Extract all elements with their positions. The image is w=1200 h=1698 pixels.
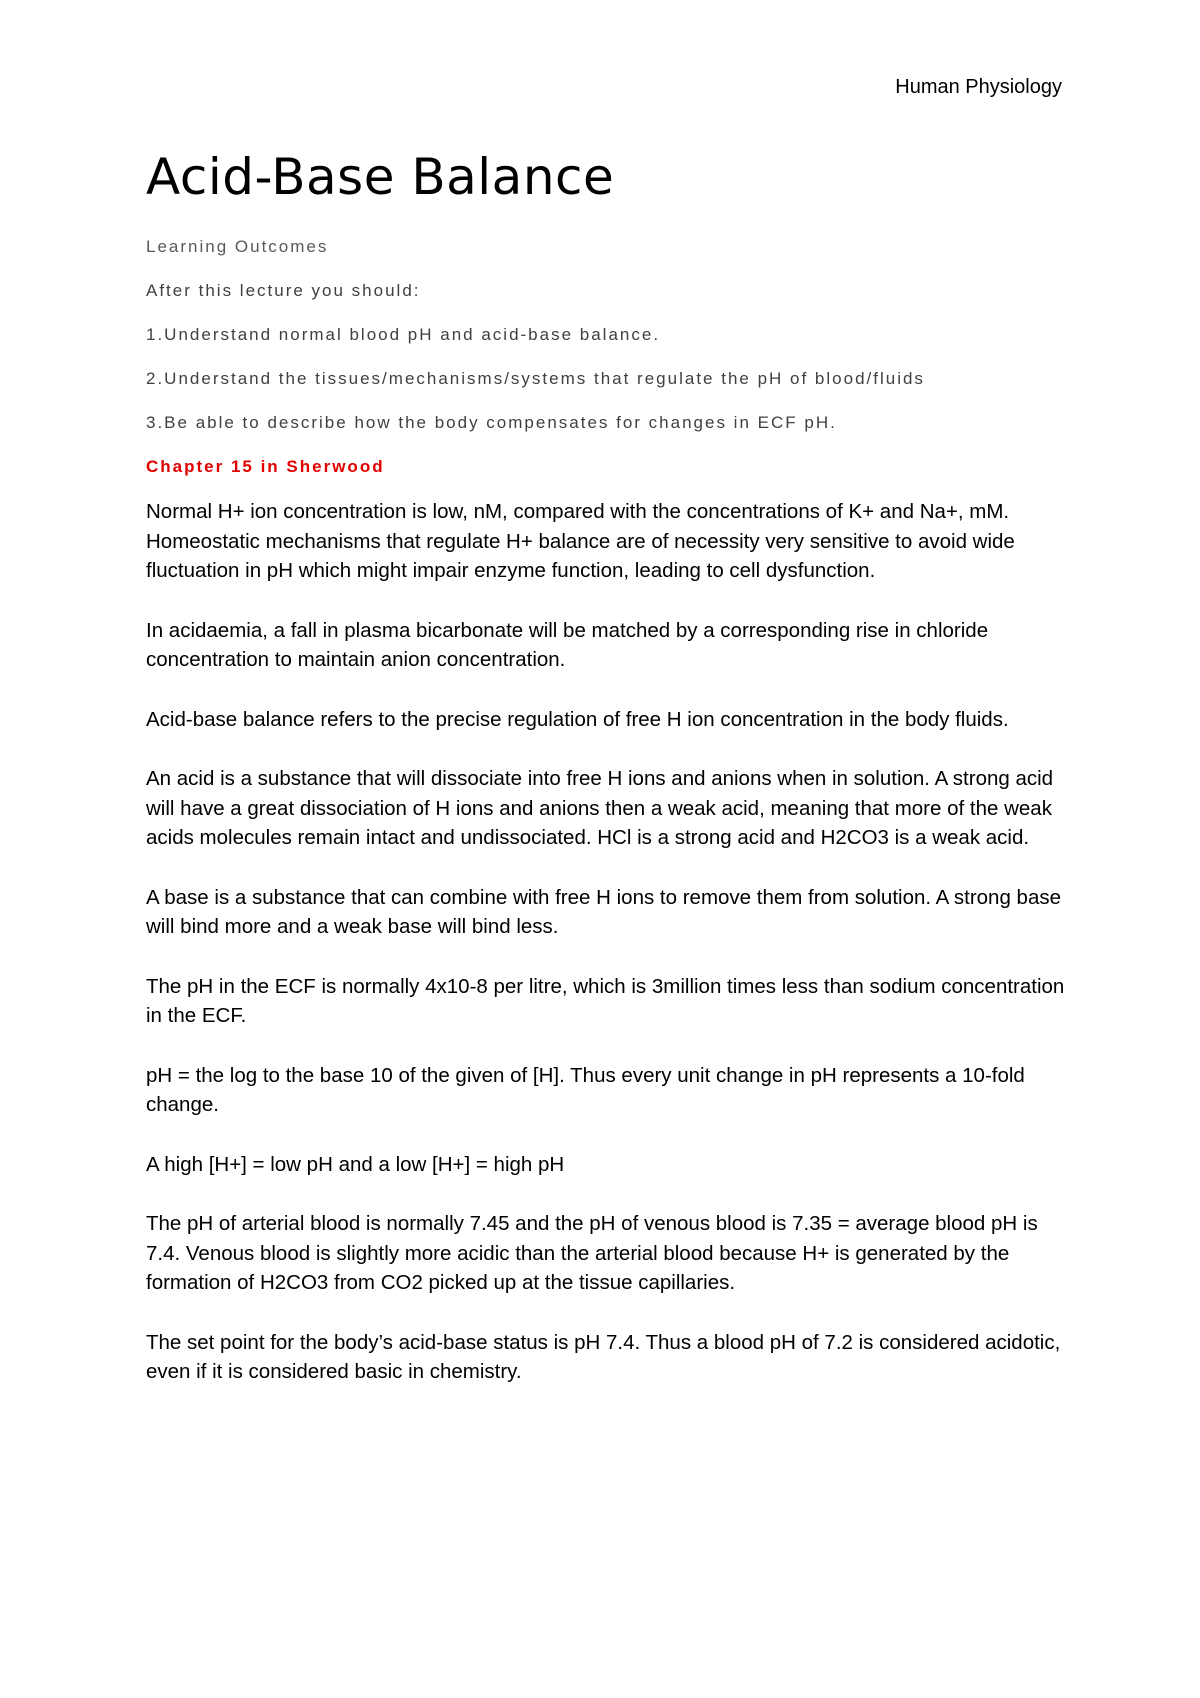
paragraph-h-ion-concentration: Normal H+ ion concentration is low, nM, compared with the concentrations of K+ and Na+, mM. Homeostatic mechanisms that regulate H+ balance are of necessity very sensitive to avoid wide fluctuation in pH which might impair enzyme function, leading to cell dysfunction. (146, 500, 1015, 582)
learning-outcomes-intro: After this lecture you should: (146, 281, 421, 300)
document-title: Acid-Base Balance (146, 148, 615, 206)
running-header: Human Physiology (895, 76, 1062, 98)
chapter-reference: Chapter 15 in Sherwood (146, 457, 385, 476)
learning-outcome-item: 1.Understand normal blood pH and acid-base balance. (146, 325, 661, 344)
paragraph-base-definition: A base is a substance that can combine with free H ions to remove them from solution. A strong base will bind more and a weak base will bind less. (146, 885, 1062, 938)
paragraph-acidaemia: In acidaemia, a fall in plasma bicarbonate will be matched by a corresponding rise in chloride concentration to maintain anion concentration. (146, 618, 989, 671)
paragraph-ecf-ph: The pH in the ECF is normally 4x10-8 per litre, which is 3million times less than sodium concentration in the ECF. (146, 974, 1065, 1027)
paragraph-acid-base-definition: Acid-base balance refers to the precise regulation of free H ion concentration in the body fluids. (146, 707, 1009, 731)
paragraph-blood-ph: The pH of arterial blood is normally 7.45 and the pH of venous blood is 7.35 = average blood pH is 7.4. Venous blood is slightly more acidic than the arterial blood because H+ is generated by the formation of H2CO3 from CO2 picked up at the tissue capillaries. (146, 1212, 1038, 1294)
paragraph-set-point: The set point for the body’s acid-base status is pH 7.4. Thus a blood pH of 7.2 is considered acidotic, even if it is considered basic in chemistry. (146, 1330, 1061, 1383)
document-body (146, 140, 1066, 1417)
learning-outcomes-heading: Learning Outcomes (146, 237, 329, 256)
paragraph-h-ph-relation: A high [H+] = low pH and a low [H+] = high pH (146, 1152, 565, 1176)
paragraph-acid-definition: An acid is a substance that will dissociate into free H ions and anions when in solution. A strong acid will have a great dissociation of H ions and anions then a weak acid, meaning that more of the weak acids molecules remain intact and undissociated. HCl is a strong acid and H2CO3 is a weak acid. (146, 767, 1054, 849)
learning-outcome-item: 2.Understand the tissues/mechanisms/systems that regulate the pH of blood/fluids (146, 369, 925, 388)
learning-outcomes-section (146, 235, 1066, 435)
paragraph-ph-log: pH = the log to the base 10 of the given of [H]. Thus every unit change in pH represents a 10-fold change. (146, 1063, 1025, 1116)
learning-outcome-item: 3.Be able to describe how the body compensates for changes in ECF pH. (146, 413, 837, 432)
